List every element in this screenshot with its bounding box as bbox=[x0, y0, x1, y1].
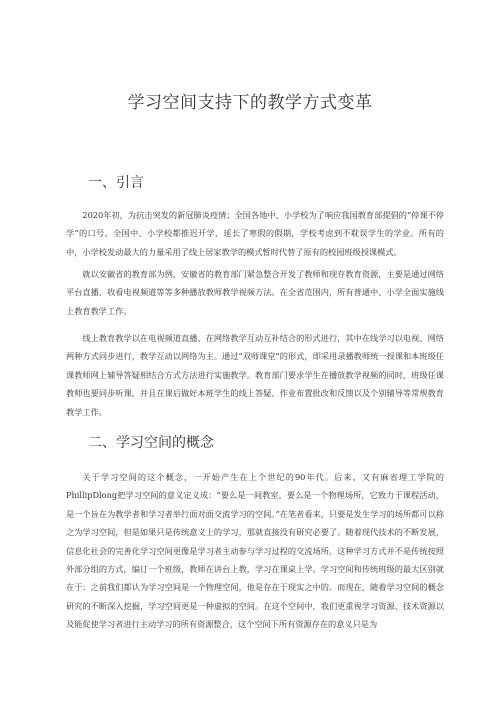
section-heading-introduction: 一、引言 bbox=[88, 175, 144, 191]
section-heading-learning-space-concept: 二、学习空间的概念 bbox=[88, 435, 214, 451]
paragraph: 2020年初，为抗击突发的新冠肺炎疫情；全国各地中、小学校为了响应我国教育部提倡的“停课不停学”的口号。全国中、小学校都推迟开学、延长了寒假的假期，学校考虑到不耽误学生的学业。所有的中，小学校发动最大的力量采用了线上居家教学的模式暂时代替了原有的校园班级授课模式。 bbox=[66, 210, 444, 257]
paragraph: 就以安徽省的教育部为例，安徽省的教育部门紧急整合开发了教师和现存教育资源，主要是通过网络平台直播、收看电视频道等等多种播放教师教学视频方法。在全省范围内，所有普通中、小学全面实施线上教育教学工作。 bbox=[66, 269, 444, 316]
document-title: 学习空间支持下的教学方式变革 bbox=[127, 93, 373, 113]
paragraph: 关于学习空间的这个概念，一开始产生在上个世纪的90年代。后来，又有麻省理工学院的PhillipDlong把学习空间的意义定义成：“要么是一间教室，要么是一个物理场所，它致力于课程活动，是一个旨在为教学者和学习者举行面对面交流学习的空间。”在笔者看来，只要是发生学习的场所都可以称之为学习空间，但是如果只是传统意义上的学习，那就直接没有研究必要了。随着现代技术的不断发展，信息化社会的完善化学习空间更像是学习者主动参与学习过程的交流场所。这种学习方式并不是传统按照外部分组的方式，编订一个班级，教师在讲台上教，学习在课桌上学。学习空间和传统班级的最大区别就在于：之前我们都认为学习空间是一个物理空间，他是存在于现实之中的。而现在，随着学习空间的概念研究的不断深入挖掘，学习空间更是一种虚拟的空间。在这个空间中，我们更重视学习资源、技术资源以及能促使学习者进行主动学习的所有资源整合，这个空间下所有资源存在的意义只是为 bbox=[66, 472, 444, 630]
paragraph: 线上教育教学以在电视频道直播、在网络教学互动互补结合的形式进行，其中在线学习以电视、网络两种方式同步进行，教学互动以网络为主。通过“双师课堂”的形式，即采用录播教师统一授课和本班级任课教师网上辅导答疑相结合方式方法进行实施教学。教育部门要求学生在播放教学视频的同时，班级任课教师也要同步听课，并且在课后做好本班学生的线上答疑、作业布置批改和反馈以及个别辅导等常规教育教学工作。 bbox=[66, 333, 444, 417]
